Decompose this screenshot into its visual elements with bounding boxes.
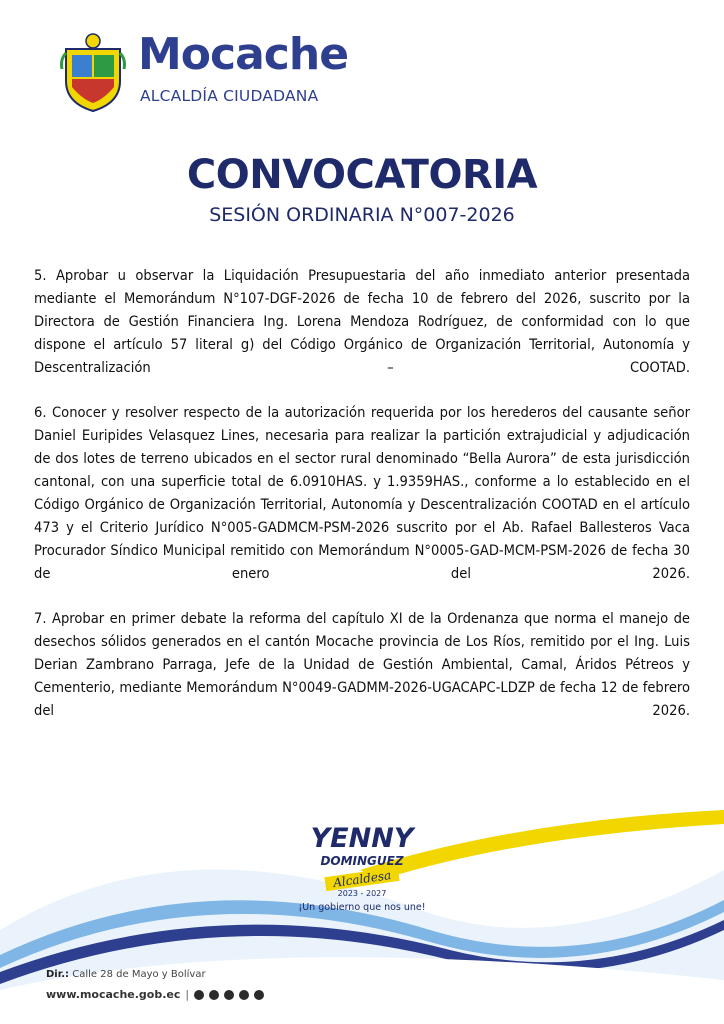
website-link[interactable]: www.mocache.gob.ec (46, 988, 181, 1001)
coat-of-arms-icon (60, 29, 126, 113)
agenda-item-6: 6. Conocer y resolver respecto de la autorización requerida por los herederos del causante señor Daniel Euripides Velasquez Lines, necesaria para realizar la partición extrajudicial y adjudicación de dos lotes de terreno ubicados en el sector rural denominado “Bella Aurora” de esta jurisdicción cantonal, con una superficie total de 6.0910HAS. y 1.9359HAS., conforme a lo establecido en el Código Orgánico de Organización Territorial, Autonomía y Descentralización COOTAD en el artículo 473 y el Criterio Jurídico N°005-GADMCM-PSM-2026 suscrito por el Ab. Rafael Ballesteros Vaca Procurador Síndico Municipal remitido con Memorándum N°0005-GAD-MCM-PSM-2026 de fecha 30 de enero del 2026. (34, 404, 690, 582)
agenda-item-5: 5. Aprobar u observar la Liquidación Presupuestaria del año inmediato anterior presentada mediante el Memorándum N°107-DGF-2026 de fecha 10 de febrero del 2026, suscrito por la Directora de Gestión Financiera Ing. Lorena Mendoza Rodríguez, de conformidad con lo que dispone el artículo 57 literal g) del Código Orgánico de Organización Territorial, Autonomía y Descentralización – COOTAD. (34, 267, 690, 376)
signature-years: 2023 - 2027 (337, 889, 387, 898)
brand-subtitle: ALCALDÍA CIUDADANA (140, 87, 319, 105)
footer-separator: | (185, 988, 190, 1001)
document-title: CONVOCATORIA (186, 152, 538, 198)
signature-name-first: YENNY (310, 823, 414, 854)
tiktok-icon[interactable] (239, 990, 249, 1000)
facebook-icon[interactable] (194, 990, 204, 1000)
footer-address (46, 969, 206, 980)
document-subtitle: SESIÓN ORDINARIA N°007-2026 (209, 204, 515, 226)
instagram-icon[interactable] (224, 990, 234, 1000)
signature-role: Alcaldesa (324, 867, 400, 891)
brand-name: Mocache (138, 29, 349, 80)
mayor-signature-logo (0, 823, 724, 913)
agenda-items (34, 264, 690, 744)
address-label: Dir.: (46, 969, 70, 980)
youtube-icon[interactable] (254, 990, 264, 1000)
agenda-item-7: 7. Aprobar en primer debate la reforma del capítulo XI de la Ordenanza que norma el manejo de desechos sólidos generados en el cantón Mocache provincia de Los Ríos, remitido por el Ing. Luis Derian Zambrano Parraga, Jefe de la Unidad de Gestión Ambiental, Camal, Áridos Pétreos y Cementerio, mediante Memorándum N°0049-GADMM-2026-UGACAPC-LDZP de fecha 12 de febrero del 2026. (34, 610, 690, 719)
signature-name-last: DOMINGUEZ (320, 854, 404, 868)
twitter-icon[interactable] (209, 990, 219, 1000)
address-text: Calle 28 de Mayo y Bolívar (72, 969, 206, 980)
footer-web (46, 988, 264, 1001)
signature-slogan: ¡Un gobierno que nos une! (298, 902, 426, 913)
header-logo (50, 25, 350, 115)
